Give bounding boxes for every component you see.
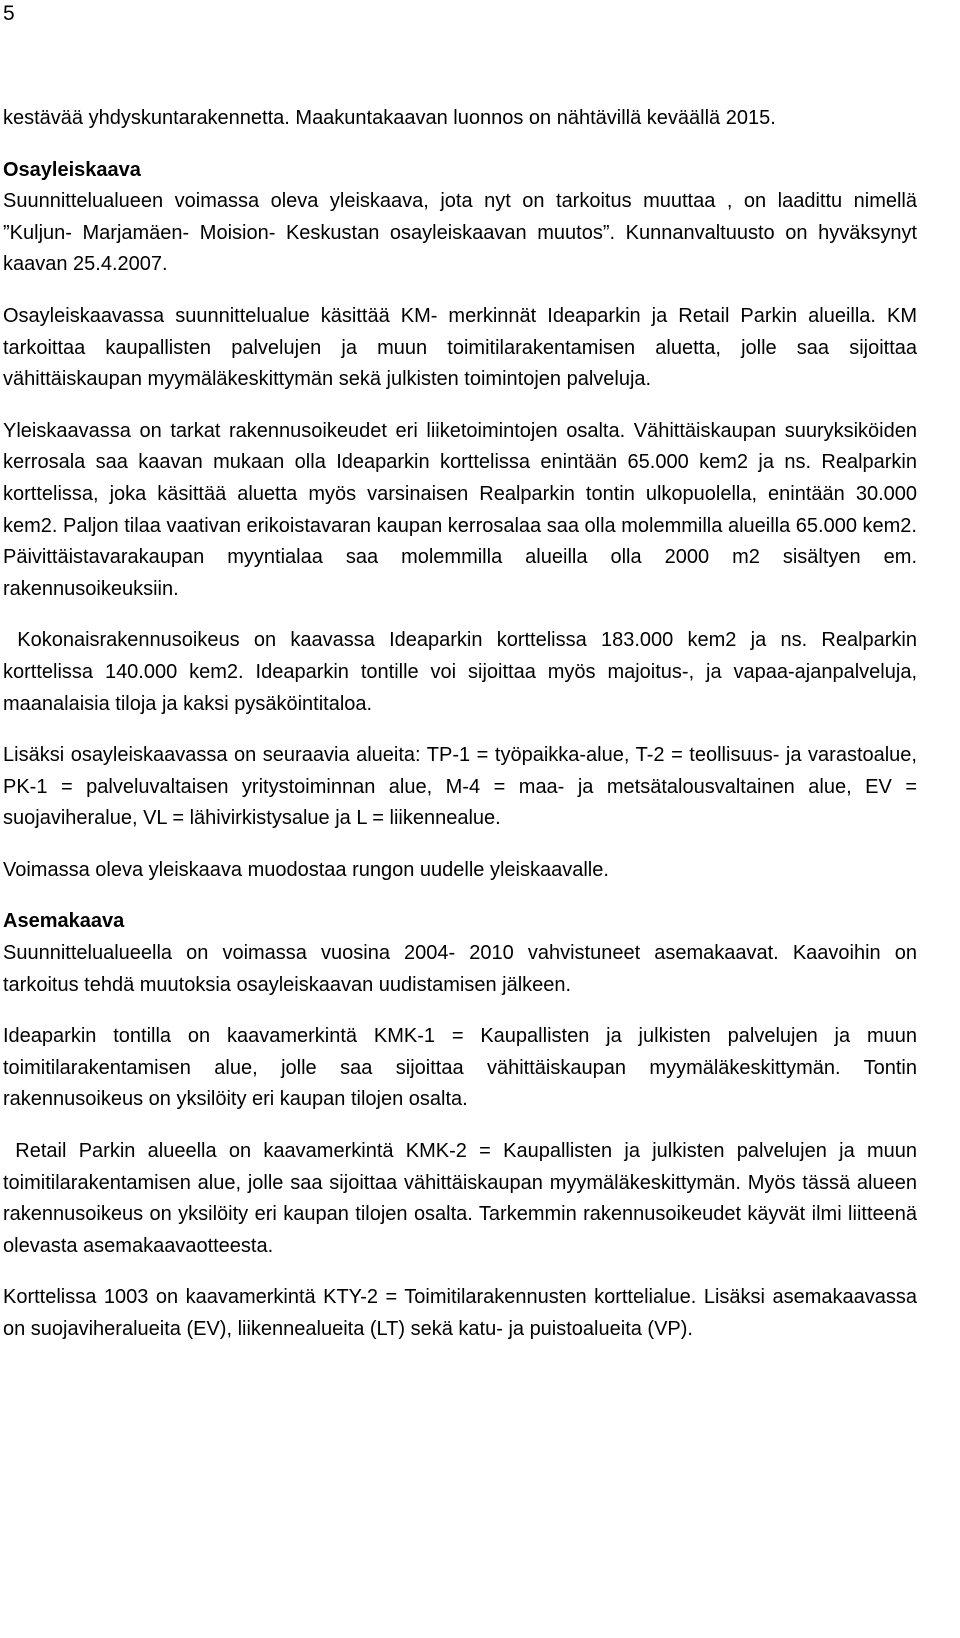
section-asemakaava [3,906,917,1001]
paragraph-4: Yleiskaavassa on tarkat rakennusoikeudet eri liiketoimintojen osalta. Vähittäiskaupan suuryksiköiden kerrosala saa kaavan mukaan olla Ideaparkin korttelissa enintään 65.000 kem2 ja ns. Realparkin korttelissa, joka käsittää aluetta myös varsinaisen Realparkin tontin ulkopuolella, enintään 30.000 kem2. Paljon tilaa vaativan erikoistavaran kaupan kerrosalaa saa olla molemmilla alueilla 65.000 kem2. Päivittäistavarakaupan myyntialaa saa molemmilla alueilla olla 2000 m2 sisältyen em. rakennusoikeuksiin. [3,419,917,600]
paragraph-9: Ideaparkin tontilla on kaavamerkintä KMK-1 = Kaupallisten ja julkisten palvelujen ja muun toimitilarakentamisen alue, jolle saa sijoittaa vähittäiskaupan myymäläkeskittymän. Tontin rakennusoikeus on yksilöity eri kaupan tilojen osalta. [3,1025,917,1111]
paragraph-6: Lisäksi osayleiskaavassa on seuraavia alueita: TP-1 = työpaikka-alue, T-2 = teollisuus- ja varastoalue, PK-1 = palveluvaltaisen yritystoiminnan alue, M-4 = maa- ja metsätalousvaltainen alue, EV = suojaviheralue, VL = lähivirkistysalue ja L = liikennealue. [3,744,917,830]
heading-asemakaava: Asemakaava [3,910,125,933]
paragraph-10: Retail Parkin alueella on kaavamerkintä KMK-2 = Kaupallisten ja julkisten palvelujen ja muun toimitilarakentamisen alue, jolle saa sijoittaa vähittäiskaupan myymäläkeskittymän. Myös tässä alueen rakennusoikeus on yksilöity eri kaupan tilojen osalta. Tarkemmin rakennusoikeudet käyvät ilmi liitteenä olevasta asemakaavaotteesta. [3,1140,923,1257]
paragraph-8: Suunnittelualueella on voimassa vuosina 2004- 2010 vahvistuneet asemakaavat. Kaavoihin on tarkoitus tehdä muutoksia osayleiskaavan uudistamisen jälkeen. [3,942,917,996]
paragraph-11: Korttelissa 1003 on kaavamerkintä KTY-2 = Toimitilarakennusten korttelialue. Lisäksi asemakaavassa on suojaviheralueita (EV), liikennealueita (LT) sekä katu- ja puistoalueita (VP). [3,1286,917,1340]
document-body [3,103,929,1346]
section-osayleiskaava [3,155,917,281]
paragraph-5: Kokonaisrakennusoikeus on kaavassa Ideaparkin korttelissa 183.000 kem2 ja ns. Realparkin korttelissa 140.000 kem2. Ideaparkin tontille voi sijoittaa myös majoitus-, ja vapaa-ajanpalveluja, maanalaisia tiloja ja kaksi pysäköintitaloa. [3,629,929,715]
heading-osayleiskaava: Osayleiskaava [3,158,141,181]
paragraph-2: Suunnittelualueen voimassa oleva yleiskaava, jota nyt on tarkoitus muuttaa , on laadittu nimellä ”Kuljun- Marjamäen- Moision- Keskustan osayleiskaavan muutos”. Kunnanvaltuusto on hyväksynyt kaavan 25.4.2007. [3,190,917,276]
page-number: 5 [3,2,15,25]
paragraph-3: Osayleiskaavassa suunnittelualue käsittää KM- merkinnät Ideaparkin ja Retail Parkin alueilla. KM tarkoittaa kaupallisten palvelujen ja muun toimitilarakentamisen aluetta, jolle saa sijoittaa vähittäiskaupan myymäläkeskittymän sekä julkisten toimintojen palveluja. [3,304,917,391]
paragraph-7: Voimassa oleva yleiskaava muodostaa rungon uudelle yleiskaavalle. [3,858,609,881]
paragraph-1: kestävää yhdyskuntarakennetta. Maakuntakaavan luonnos on nähtävillä keväällä 2015. [3,107,776,129]
